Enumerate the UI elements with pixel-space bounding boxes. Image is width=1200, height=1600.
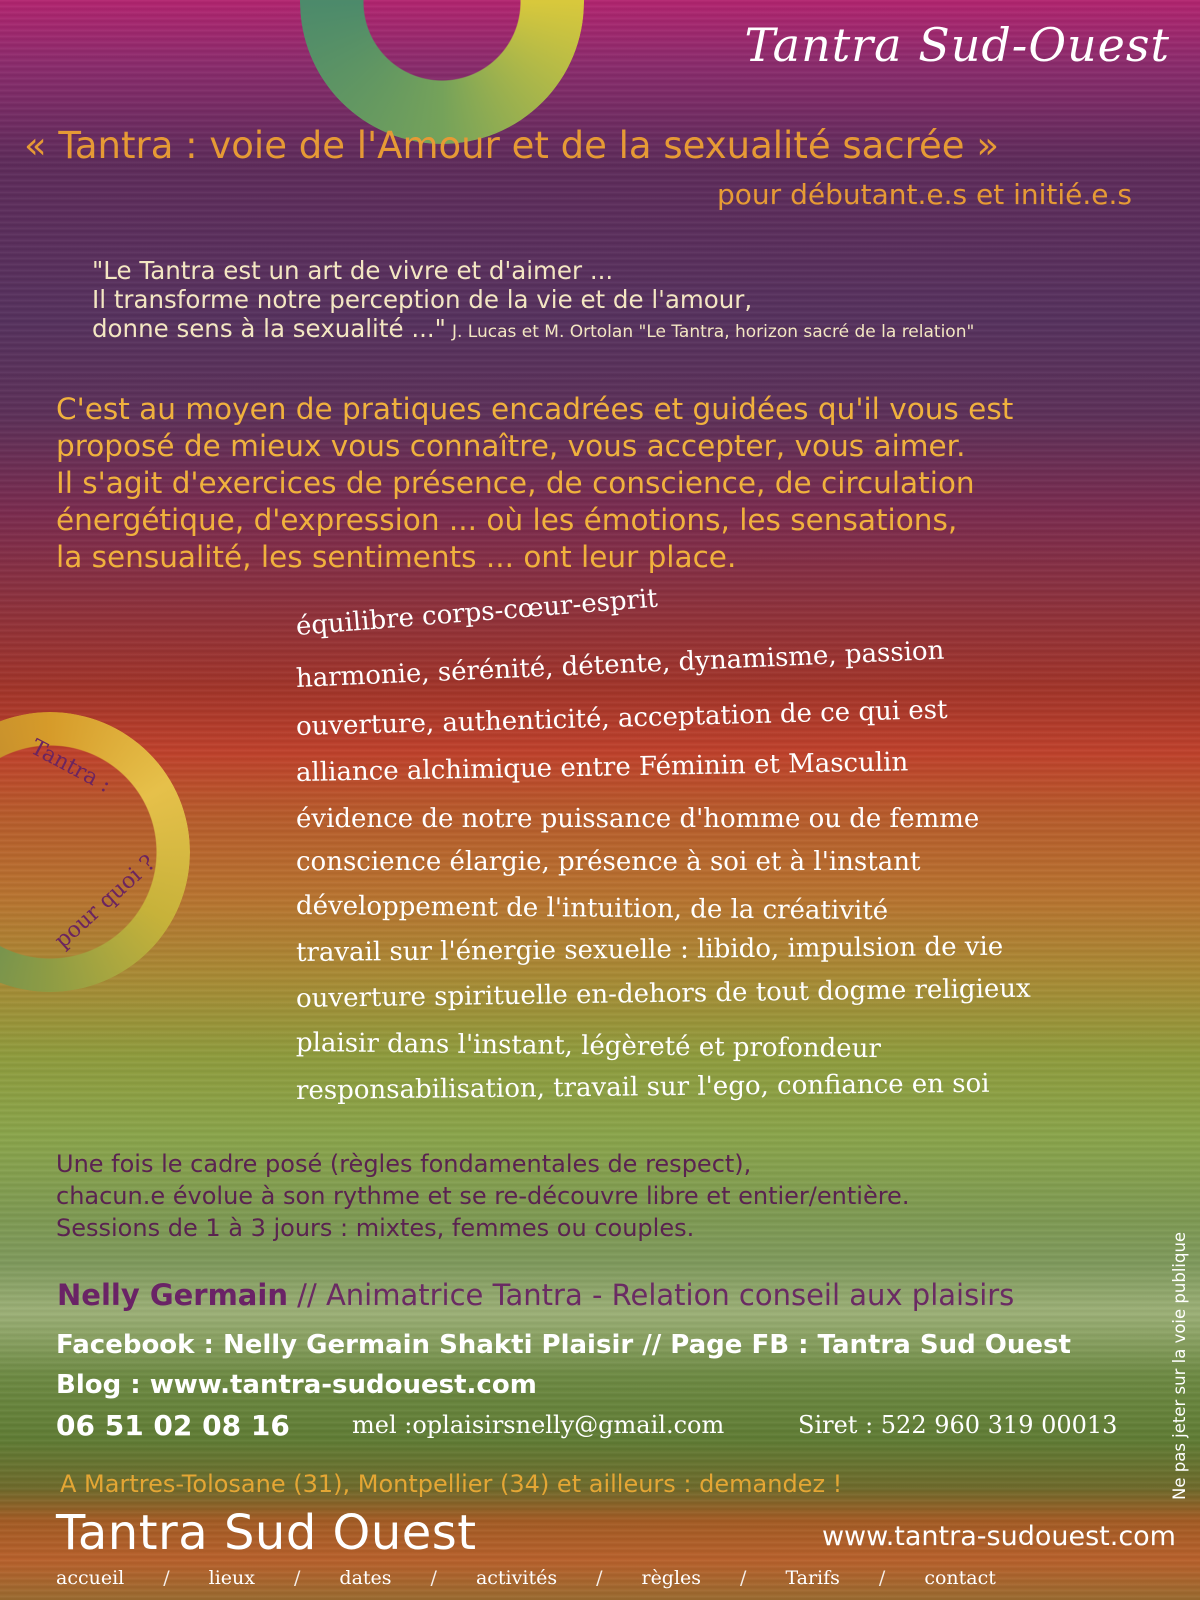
quote-line [92,314,974,343]
main-title: « Tantra : voie de l'Amour et de la sexualité sacrée » [24,124,999,167]
benefit-item: harmonie, sérénité, détente, dynamisme, passion [295,635,945,694]
nav-separator: / [740,1567,747,1589]
facebook-line: Facebook : Nelly Germain Shakti Plaisir // Page FB : Tantra Sud Ouest [56,1330,1071,1360]
nav-separator: / [878,1567,886,1589]
quote-line: "Le Tantra est un art de vivre et d'aimer ... [92,256,614,285]
session-line: Une fois le cadre posé (règles fondamentales de respect), [56,1150,752,1178]
benefit-item: équilibre corps-cœur-esprit [294,583,659,642]
benefit-item: développement de l'intuition, de la créativité [295,891,889,927]
nav-link-activites[interactable]: activités [475,1567,558,1589]
footer-nav [56,1563,996,1593]
phone-number: 06 51 02 08 16 [56,1409,290,1442]
siret-number: Siret : 522 960 319 00013 [798,1411,1118,1439]
footer-brand: Tantra Sud Ouest [56,1505,477,1561]
quote-line: Il transforme notre perception de la vie et de l'amour, [92,285,753,314]
footer-url-link[interactable]: www.tantra-sudouest.com [821,1521,1176,1552]
intro-line: la sensualité, les sentiments ... ont leur place. [56,540,737,574]
benefit-item: ouverture spirituelle en-dehors de tout dogme religieux [295,973,1031,1014]
locations-line: A Martres-Tolosane (31), Montpellier (34) et ailleurs : demandez ! [60,1470,843,1498]
intro-line: énergétique, d'expression ... où les émotions, les sensations, [56,503,958,537]
session-line: Sessions de 1 à 3 jours : mixtes, femmes ou couples. [56,1214,695,1242]
decorative-ring-top [300,0,584,144]
quote-source: J. Lucas et M. Ortolan "Le Tantra, horizon sacré de la relation" [451,322,975,342]
benefit-item: alliance alchimique entre Féminin et Masculin [295,747,909,788]
quote-line-text: donne sens à la sexualité ..." [92,314,446,343]
benefit-item: travail sur l'énergie sexuelle : libido, impulsion de vie [295,931,1004,968]
side-note: Ne pas jeter sur la voie publique [1170,1231,1189,1500]
nav-link-lieux[interactable]: lieux [208,1567,256,1589]
nav-separator: / [596,1567,603,1589]
benefit-item: responsabilisation, travail sur l'ego, confiance en soi [295,1068,990,1106]
benefit-item: conscience élargie, présence à soi et à l'instant [296,847,921,877]
intro-line: Il s'agit d'exercices de présence, de conscience, de circulation [56,466,975,500]
ring-label-pour-quoi: pour quoi ? [50,850,161,954]
contact-person [57,1278,1014,1312]
nav-separator: / [163,1567,170,1589]
contact-role: // Animatrice Tantra - Relation conseil aux plaisirs [287,1278,1015,1312]
nav-link-contact[interactable]: contact [924,1567,996,1589]
nav-link-regles[interactable]: règles [641,1567,702,1589]
nav-link-tarifs[interactable]: Tarifs [785,1567,840,1589]
brand-title: Tantra Sud-Ouest [744,18,1170,72]
nav-link-dates[interactable]: dates [339,1567,392,1589]
benefit-item: ouverture, authenticité, acceptation de ce qui est [295,694,948,742]
intro-line: C'est au moyen de pratiques encadrées et guidées qu'il vous est [56,392,1014,426]
intro-line: proposé de mieux vous connaître, vous accepter, vous aimer. [56,429,966,463]
ring-label-tantra: Tantra : [26,735,115,798]
session-line: chacun.e évolue à son rythme et se re-découvre libre et entier/entière. [56,1182,910,1210]
benefit-item: évidence de notre puissance d'homme ou de femme [296,804,980,834]
email-address: mel :oplaisirsnelly@gmail.com [352,1411,725,1439]
nav-link-accueil[interactable]: accueil [56,1567,125,1589]
subtitle: pour débutant.e.s et initié.e.s [717,178,1132,211]
blog-line: Blog : www.tantra-sudouest.com [56,1370,537,1400]
nav-separator: / [294,1567,301,1589]
nav-separator: / [430,1567,437,1589]
contact-name: Nelly Germain [57,1278,288,1312]
benefit-item: plaisir dans l'instant, légèreté et profondeur [295,1028,882,1065]
